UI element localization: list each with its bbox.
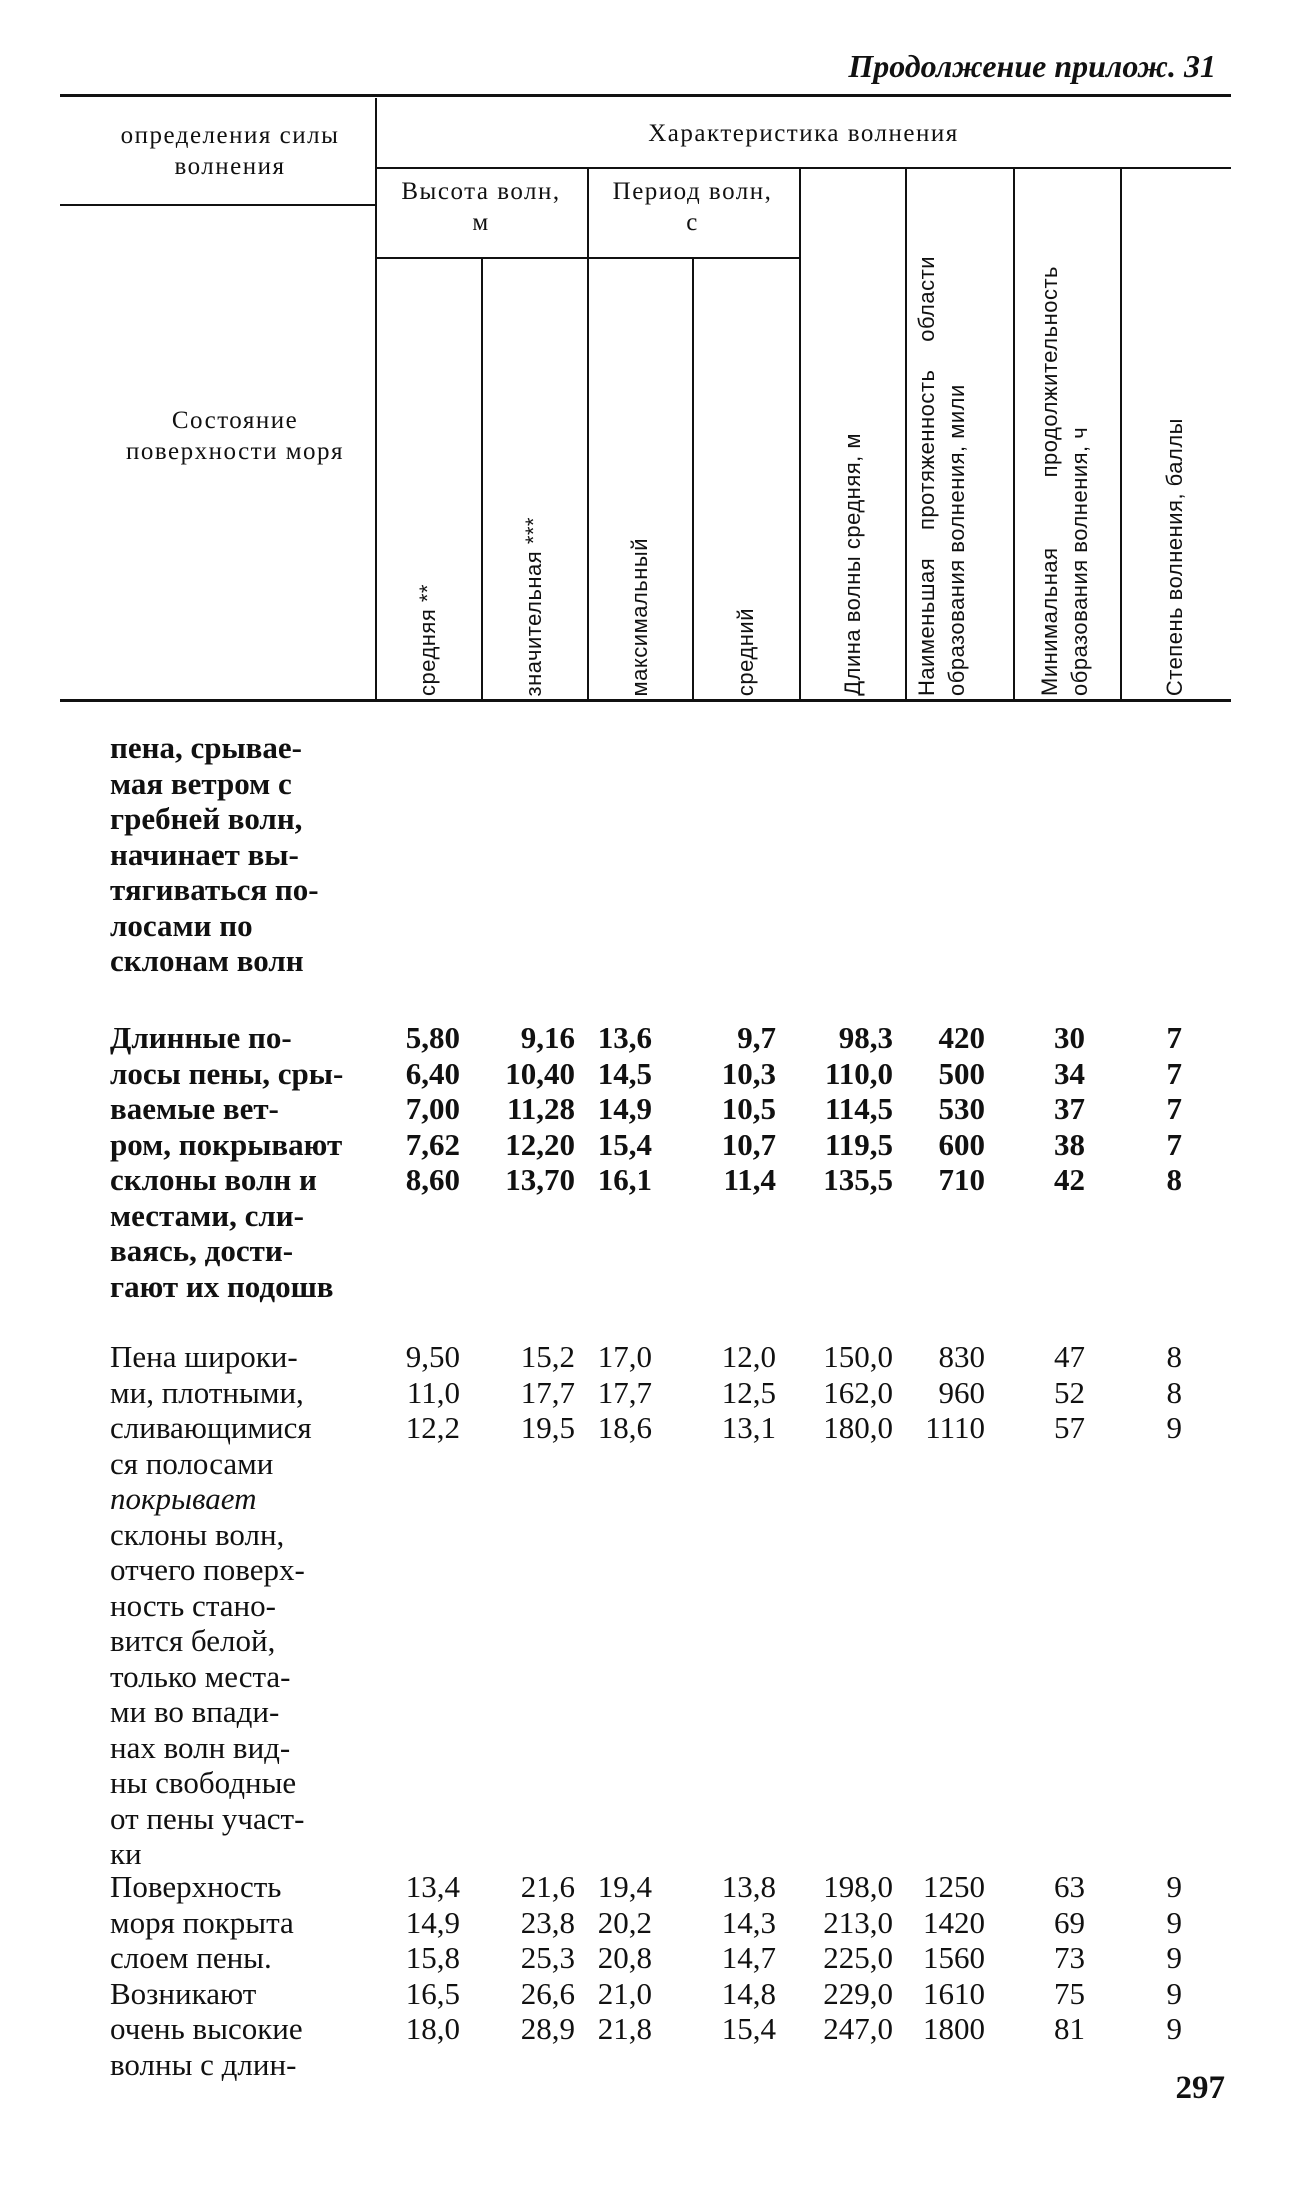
table-cell: 13,70 bbox=[505, 1162, 575, 1197]
table-cell: 150,0 bbox=[823, 1339, 893, 1374]
table-cell: 12,20 bbox=[505, 1126, 575, 1162]
table-cell: 14,7 bbox=[721, 1940, 776, 1975]
desc-line: только места- bbox=[110, 1658, 291, 1694]
table-cell: 500 bbox=[938, 1055, 985, 1091]
desc-line: склонам волн bbox=[110, 943, 304, 978]
table-cell: 119,5 bbox=[824, 1126, 893, 1162]
table-cell: 7 bbox=[1166, 1055, 1182, 1091]
col-height-mean: средняя ** bbox=[415, 583, 440, 696]
table-cell: 18,0 bbox=[405, 2011, 460, 2046]
table-cell: 14,9 bbox=[405, 1904, 460, 1940]
table-cell: 21,8 bbox=[597, 2011, 652, 2046]
desc-line: начинает вы- bbox=[110, 836, 299, 872]
table-cell: 225,0 bbox=[823, 1940, 893, 1975]
desc-line: гребней волн, bbox=[110, 801, 303, 836]
table-cell: 9 bbox=[1166, 1869, 1182, 1904]
section-2-description bbox=[110, 1339, 360, 1872]
section-0-description bbox=[110, 730, 360, 979]
vline-3 bbox=[692, 259, 694, 701]
table-cell: 7,62 bbox=[405, 1126, 460, 1162]
table-cell: 8,60 bbox=[405, 1162, 460, 1197]
table-cell: 17,7 bbox=[597, 1374, 652, 1410]
desc-line: Длинные по- bbox=[110, 1020, 292, 1055]
page-number: 297 bbox=[1175, 2070, 1225, 2106]
col-height-significant: значительная *** bbox=[521, 516, 546, 696]
table-cell: 10,7 bbox=[721, 1126, 776, 1162]
table-cell: 13,6 bbox=[597, 1020, 652, 1055]
table-cell: 19,4 bbox=[597, 1869, 652, 1904]
table-cell: 16,5 bbox=[405, 1975, 460, 2011]
table-cell: 162,0 bbox=[823, 1374, 893, 1410]
table-cell: 213,0 bbox=[823, 1904, 893, 1940]
table-cell: 7,00 bbox=[405, 1091, 460, 1126]
characteristics-group-title: Характеристика волнения bbox=[648, 120, 959, 147]
desc-line: ром, покрывают bbox=[110, 1126, 343, 1162]
table-cell: 710 bbox=[938, 1162, 985, 1197]
table-cell: 14,9 bbox=[597, 1091, 652, 1126]
table-cell: 110,0 bbox=[824, 1055, 893, 1091]
table-cell: 17,7 bbox=[520, 1374, 575, 1410]
vline-1 bbox=[481, 259, 483, 701]
table-cell: 15,4 bbox=[597, 1126, 652, 1162]
section-3-description bbox=[110, 1869, 360, 2082]
desc-line: гают их подошв bbox=[110, 1268, 334, 1304]
table-cell: 1250 bbox=[923, 1869, 985, 1904]
col-period-mean: средний bbox=[733, 607, 758, 696]
vline-0 bbox=[375, 98, 377, 701]
desc-line: склоны волн и bbox=[110, 1162, 317, 1197]
table-cell: 9 bbox=[1166, 2011, 1182, 2046]
desc-line: местами, сли- bbox=[110, 1197, 304, 1233]
table-cell: 530 bbox=[938, 1091, 985, 1126]
desc-line: Возникают bbox=[110, 1975, 257, 2011]
desc-line: ваясь, дости- bbox=[110, 1233, 294, 1268]
table-cell: 11,0 bbox=[406, 1374, 460, 1410]
table-cell: 6,40 bbox=[405, 1055, 460, 1091]
desc-line: слоем пены. bbox=[110, 1940, 272, 1975]
table-cell: 18,6 bbox=[597, 1410, 652, 1445]
desc-line: пена, срывае- bbox=[110, 730, 303, 765]
table-cell: 21,6 bbox=[520, 1869, 575, 1904]
table-cell: 13,4 bbox=[405, 1869, 460, 1904]
table-cell: 11,28 bbox=[506, 1091, 575, 1126]
table-cell: 12,0 bbox=[721, 1339, 776, 1374]
table-cell: 7 bbox=[1166, 1091, 1182, 1126]
table-cell: 47 bbox=[1054, 1339, 1085, 1374]
desc-line: ми, плотными, bbox=[110, 1374, 304, 1410]
table-cell: 16,1 bbox=[597, 1162, 652, 1197]
table-cell: 21,0 bbox=[597, 1975, 652, 2011]
table-cell: 135,5 bbox=[823, 1162, 893, 1197]
table-cell: 14,3 bbox=[721, 1904, 776, 1940]
table-cell: 69 bbox=[1054, 1904, 1085, 1940]
desc-line: лосами по bbox=[110, 907, 253, 943]
table-cell: 10,40 bbox=[505, 1055, 575, 1091]
table-cell: 20,8 bbox=[597, 1940, 652, 1975]
desc-line: моря покрыта bbox=[110, 1904, 294, 1940]
table-cell: 7 bbox=[1166, 1126, 1182, 1162]
table-cell: 73 bbox=[1054, 1940, 1085, 1975]
desc-line: волны с длин- bbox=[110, 2046, 297, 2082]
table-cell: 960 bbox=[938, 1374, 985, 1410]
table-cell: 23,8 bbox=[520, 1904, 575, 1940]
table-cell: 98,3 bbox=[838, 1020, 893, 1055]
table-cell: 8 bbox=[1166, 1162, 1182, 1197]
section-1-description bbox=[110, 1020, 360, 1304]
vline-7 bbox=[1120, 169, 1122, 701]
desc-line: ны свободные bbox=[110, 1765, 297, 1800]
table-cell: 1420 bbox=[923, 1904, 985, 1940]
table-cell: 830 bbox=[938, 1339, 985, 1374]
desc-line: очень высокие bbox=[110, 2011, 303, 2046]
table-cell: 63 bbox=[1054, 1869, 1085, 1904]
height-group-title: Высота волн, м bbox=[401, 178, 561, 236]
desc-line: ся полосами bbox=[110, 1445, 274, 1481]
table-cell: 15,2 bbox=[520, 1339, 575, 1374]
table-cell: 198,0 bbox=[823, 1869, 893, 1904]
desc-line: мая ветром с bbox=[110, 765, 292, 801]
table-cell: 15,8 bbox=[405, 1940, 460, 1975]
header-bottom-rule bbox=[60, 699, 1231, 702]
col-sea-state: Степень волнения, баллы bbox=[1162, 417, 1187, 696]
table-cell: 26,6 bbox=[520, 1975, 575, 2011]
table-cell: 15,4 bbox=[721, 2011, 776, 2046]
table-cell: 1610 bbox=[923, 1975, 985, 2011]
table-cell: 9 bbox=[1166, 1904, 1182, 1940]
table-cell: 9 bbox=[1166, 1410, 1182, 1445]
col-wave-length: Длина волны средняя, м bbox=[840, 433, 865, 696]
table-cell: 114,5 bbox=[824, 1091, 893, 1126]
table-cell: 1110 bbox=[925, 1410, 985, 1445]
desc-line: тягиваться по- bbox=[110, 872, 319, 907]
period-group-title: Период волн, с bbox=[612, 178, 773, 236]
table-cell: 5,80 bbox=[405, 1020, 460, 1055]
desc-line: ки bbox=[110, 1836, 142, 1871]
desc-line: сливающимися bbox=[110, 1410, 312, 1445]
col-period-max: максимальный bbox=[627, 537, 652, 696]
desc-line: покрывает bbox=[110, 1481, 257, 1516]
table-cell: 600 bbox=[938, 1126, 985, 1162]
desc-line: ваемые вет- bbox=[110, 1091, 279, 1126]
table-cell: 12,5 bbox=[721, 1374, 776, 1410]
table-cell: 14,5 bbox=[597, 1055, 652, 1091]
desc-line: Поверхность bbox=[110, 1869, 282, 1904]
table-cell: 25,3 bbox=[520, 1940, 575, 1975]
table-cell: 9 bbox=[1166, 1940, 1182, 1975]
table-cell: 11,4 bbox=[723, 1162, 776, 1197]
table-cell: 13,1 bbox=[721, 1410, 776, 1445]
state-column-title: Состояние поверхности моря bbox=[125, 407, 345, 465]
col-duration: Минимальная продолжительность образования волнения, ч bbox=[1037, 266, 1092, 696]
table-cell: 12,2 bbox=[405, 1410, 460, 1445]
table-cell: 19,5 bbox=[520, 1410, 575, 1445]
table-cell: 10,5 bbox=[721, 1091, 776, 1126]
table-cell: 247,0 bbox=[823, 2011, 893, 2046]
table-cell: 38 bbox=[1054, 1126, 1085, 1162]
desc-line: вится белой, bbox=[110, 1623, 276, 1658]
desc-line: ность стано- bbox=[110, 1587, 276, 1623]
desc-line: от пены участ- bbox=[110, 1800, 305, 1836]
desc-line: Пена широки- bbox=[110, 1339, 298, 1374]
table-cell: 229,0 bbox=[823, 1975, 893, 2011]
table-cell: 42 bbox=[1054, 1162, 1085, 1197]
table-cell: 17,0 bbox=[597, 1339, 652, 1374]
table-cell: 81 bbox=[1054, 2011, 1085, 2046]
table-cell: 8 bbox=[1166, 1374, 1182, 1410]
desc-line: склоны волн, bbox=[110, 1516, 285, 1552]
table-cell: 420 bbox=[938, 1020, 985, 1055]
table-cell: 20,2 bbox=[597, 1904, 652, 1940]
table-cell: 52 bbox=[1054, 1374, 1085, 1410]
method-underline bbox=[60, 204, 376, 206]
table-cell: 75 bbox=[1054, 1975, 1085, 2011]
group-underline bbox=[376, 167, 1231, 169]
desc-line: ми во впади- bbox=[110, 1694, 280, 1729]
table-cell: 9,16 bbox=[520, 1020, 575, 1055]
method-column-title: определения силы волнения bbox=[120, 122, 340, 180]
table-cell: 8 bbox=[1166, 1339, 1182, 1374]
table-cell: 14,8 bbox=[721, 1975, 776, 2011]
table-cell: 37 bbox=[1054, 1091, 1085, 1126]
table-cell: 7 bbox=[1166, 1020, 1182, 1055]
running-head: Продолжение прилож. 31 bbox=[848, 48, 1216, 84]
vline-4 bbox=[799, 169, 801, 701]
table-cell: 13,8 bbox=[721, 1869, 776, 1904]
table-cell: 1560 bbox=[923, 1940, 985, 1975]
table-cell: 9,50 bbox=[405, 1339, 460, 1374]
table-cell: 1800 bbox=[923, 2011, 985, 2046]
desc-line: отчего поверх- bbox=[110, 1552, 305, 1587]
col-fetch: Наименьшая протяженность области образования волнения, мили bbox=[914, 256, 969, 696]
table-cell: 30 bbox=[1054, 1020, 1085, 1055]
desc-line: нах волн вид- bbox=[110, 1729, 291, 1765]
vline-2 bbox=[587, 169, 589, 701]
desc-line: лосы пены, сры- bbox=[110, 1055, 344, 1091]
top-rule bbox=[60, 94, 1231, 97]
vline-5 bbox=[905, 169, 907, 701]
table-cell: 10,3 bbox=[721, 1055, 776, 1091]
vline-6 bbox=[1013, 169, 1015, 701]
table-cell: 180,0 bbox=[823, 1410, 893, 1445]
table-cell: 28,9 bbox=[520, 2011, 575, 2046]
table-cell: 34 bbox=[1054, 1055, 1085, 1091]
table-cell: 9,7 bbox=[737, 1020, 776, 1055]
table-cell: 57 bbox=[1054, 1410, 1085, 1445]
table-cell: 9 bbox=[1166, 1975, 1182, 2011]
